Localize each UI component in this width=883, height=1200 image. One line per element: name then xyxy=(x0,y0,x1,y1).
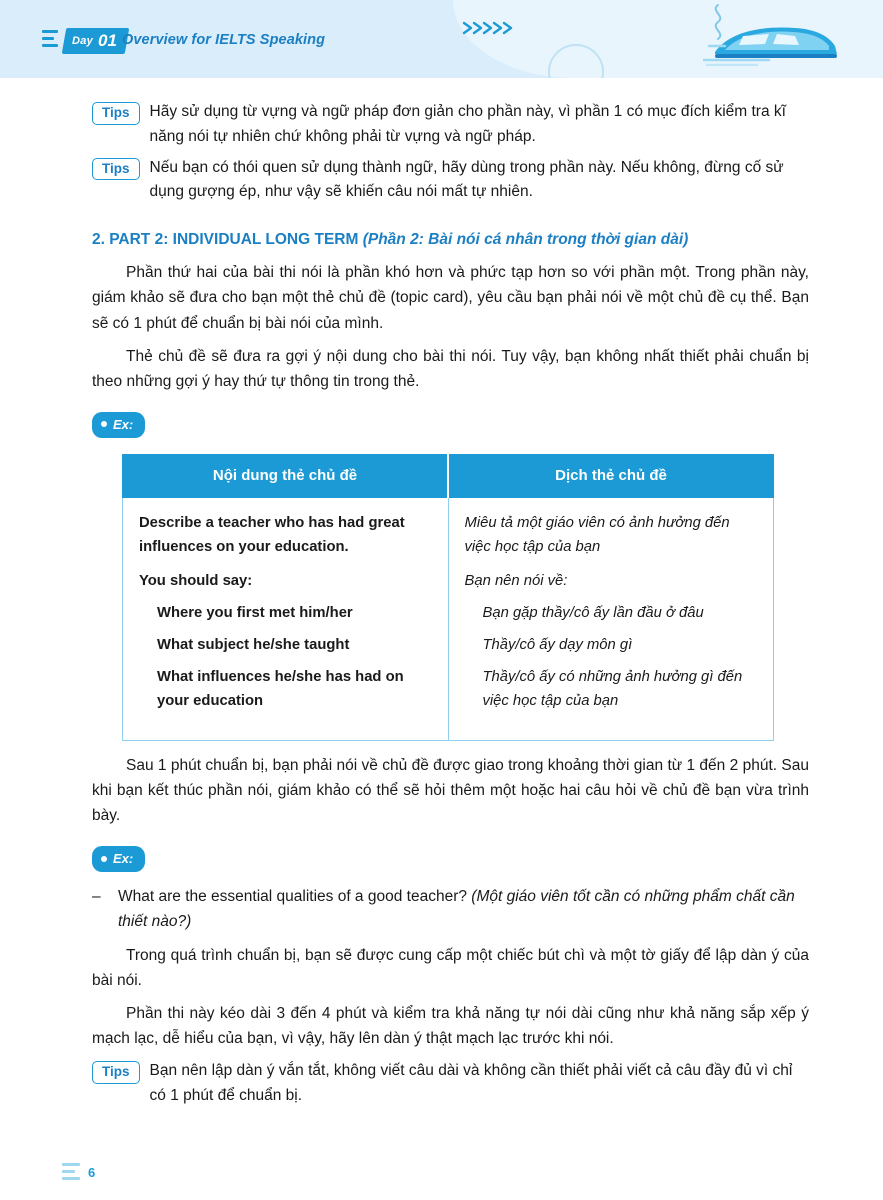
tip-row xyxy=(92,100,809,150)
table-row xyxy=(123,498,774,741)
day-label: Day xyxy=(72,35,94,47)
card-say-vi: Bạn nên nói về: xyxy=(464,573,568,590)
page-header xyxy=(0,0,883,78)
page-title: Overview for IELTS Speaking xyxy=(122,32,326,48)
card-bullets-vi xyxy=(465,602,758,714)
list-item: What influences he/she has had on your education xyxy=(157,669,404,709)
footer-bars-icon xyxy=(62,1163,80,1184)
paragraph: Phần thi này kéo dài 3 đến 4 phút và kiểm tra khả năng tự nói dài cũng như khả năng sắp xếp ý mạch lạc, dễ hiểu của bạn, vì vậy, hãy lên dàn ý thật mạch lạc trước khi nói. xyxy=(92,1004,809,1047)
tip-row xyxy=(92,1059,809,1109)
page-number: 6 xyxy=(88,1165,96,1180)
list-item: What subject he/she taught xyxy=(157,637,350,654)
day-number: 01 xyxy=(98,31,118,50)
table-cell-english xyxy=(123,498,449,741)
example-question xyxy=(118,884,809,934)
chevron-right-icon xyxy=(462,20,518,40)
paragraph: Sau 1 phút chuẩn bị, bạn phải nói về chủ đề được giao trong khoảng thời gian từ 1 đến 2 phút. Sau khi bạn kết thúc phần nói, giám khảo có thể sẽ hỏi thêm một hoặc hai câu hỏi về chủ đề bạn vừa trình bày. xyxy=(92,756,809,825)
day-badge xyxy=(62,28,130,54)
table-header-row xyxy=(123,454,774,497)
paragraph: Phần thứ hai của bài thi nói là phần khó hơn và phức tạp hơn so với phần một. Trong phần này, giám khảo sẽ đưa cho bạn một thẻ chủ đề (topic card), yêu cầu bạn phải nói về một chủ đề cụ thể. Bạn sẽ có 1 phút để chuẩn bị bài nói của mình. xyxy=(92,264,809,332)
card-say-en: You should say: xyxy=(139,573,253,590)
card-lead-en: Describe a teacher who has had great influences on your education. xyxy=(139,515,405,556)
section-heading-vi: (Phần 2: Bài nói cá nhân trong thời gian dài) xyxy=(362,231,689,249)
tips-badge: Tips xyxy=(92,1061,140,1084)
question-vi: (Một giáo viên tốt cần có những phẩm chất cần thiết nào?) xyxy=(118,888,795,931)
high-speed-train-icon xyxy=(703,22,843,64)
chevron-group-icon xyxy=(462,20,518,36)
menu-bars-icon xyxy=(42,30,58,52)
example-badge xyxy=(92,412,145,438)
tips-text: Bạn nên lập dàn ý vắn tắt, không viết câu dài và không cần thiết phải viết cả câu đầy đủ vì chỉ có 1 phút để chuẩn bị. xyxy=(149,1062,793,1104)
example-badge-label: Ex: xyxy=(113,851,134,867)
list-item: Thầy/cô ấy có những ảnh hưởng gì đến việc học tập của bạn xyxy=(482,669,743,709)
example-question-row xyxy=(92,884,809,934)
page-content xyxy=(0,78,883,1109)
paragraph: Trong quá trình chuẩn bị, bạn sẽ được cung cấp một chiếc bút chì và một tờ giấy để lập dàn ý của bài nói. xyxy=(92,946,809,989)
tips-badge: Tips xyxy=(92,102,140,125)
card-lead-vi: Miêu tả một giáo viên có ảnh hưởng đến việc học tập của bạn xyxy=(464,515,730,556)
example-badge xyxy=(92,846,145,872)
tips-text: Nếu bạn có thói quen sử dụng thành ngữ, hãy dùng trong phần này. Nếu không, đừng cố sử dụng gượng ép, như vậy sẽ khiến câu nói mất tự nhiên. xyxy=(149,158,784,201)
list-item: Thầy/cô ấy dạy môn gì xyxy=(482,637,633,654)
table-header-cell: Dịch thẻ chủ đề xyxy=(448,454,774,497)
paragraph: Thẻ chủ đề sẽ đưa ra gợi ý nội dung cho bài thi nói. Tuy vậy, bạn không nhất thiết phải chuẩn bị theo những gợi ý hay thứ tự thông tin trong thẻ. xyxy=(92,347,809,390)
dash-marker: – xyxy=(92,888,101,906)
section-heading xyxy=(92,227,809,252)
list-item: Bạn gặp thầy/cô ấy lần đầu ở đâu xyxy=(482,605,704,622)
list-item: Where you first met him/her xyxy=(157,605,353,622)
page-footer xyxy=(0,1140,883,1200)
table-cell-vietnamese xyxy=(448,498,774,741)
bullet-dot-icon xyxy=(101,421,107,427)
example-badge-label: Ex: xyxy=(113,416,134,432)
bullet-dot-icon xyxy=(101,856,107,862)
tips-text: Hãy sử dụng từ vựng và ngữ pháp đơn giản cho phần này, vì phần 1 có mục đích kiểm tra kĩ năng nói tự nhiên chứ không phải từ vựng và ngữ pháp. xyxy=(149,103,786,145)
section-heading-en: 2. PART 2: INDIVIDUAL LONG TERM xyxy=(92,231,363,249)
question-en: What are the essential qualities of a good teacher? xyxy=(118,888,472,906)
card-bullets-en xyxy=(139,602,432,714)
tips-badge: Tips xyxy=(92,158,140,181)
tip-row xyxy=(92,156,809,206)
topic-card-table xyxy=(122,454,774,741)
table-header-cell: Nội dung thẻ chủ đề xyxy=(123,454,449,497)
